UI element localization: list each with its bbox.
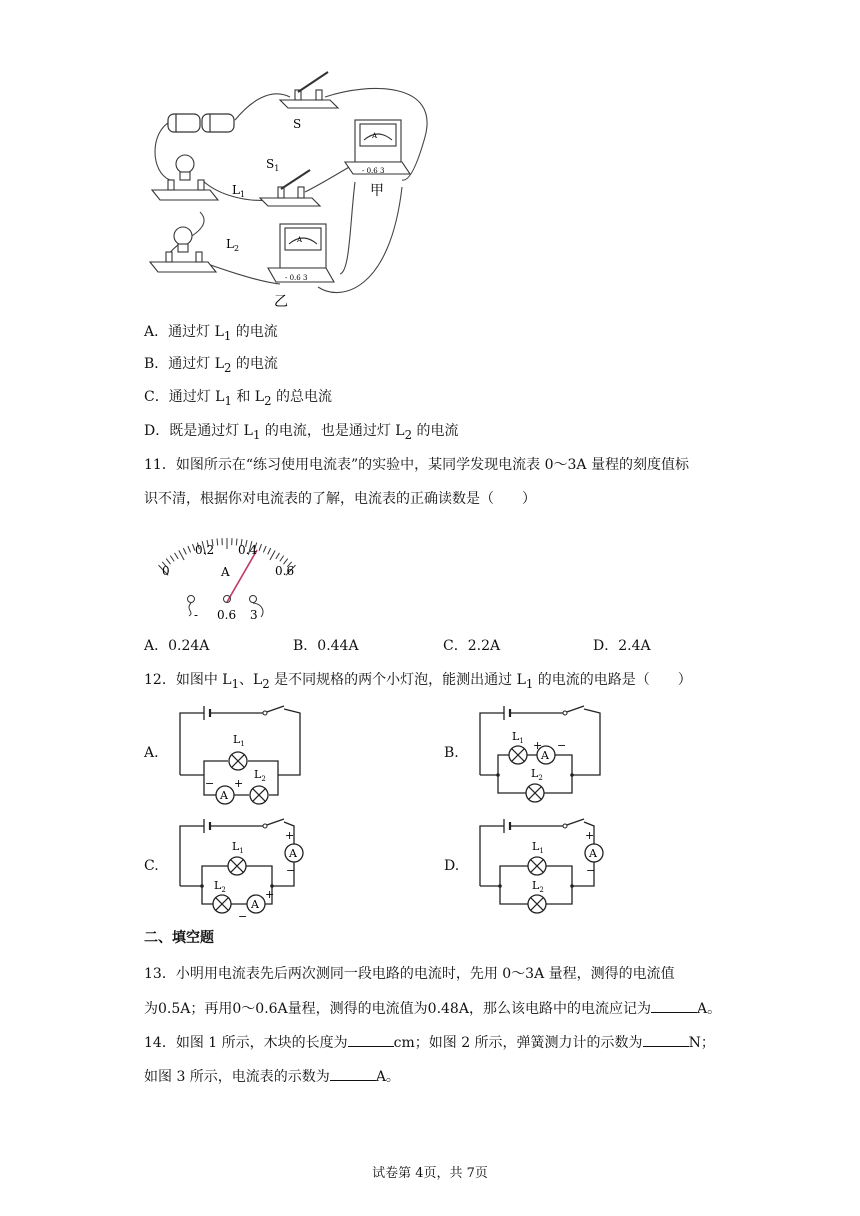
svg-text:−: − bbox=[586, 864, 596, 877]
q12-label-b: B. bbox=[444, 745, 459, 761]
svg-text:+: + bbox=[234, 777, 244, 790]
svg-text:- 0.6 3: - 0.6 3 bbox=[285, 274, 308, 282]
label-s: S bbox=[293, 117, 302, 131]
ammeter-needle bbox=[227, 550, 257, 602]
svg-text:L2: $L_2$ bbox=[532, 879, 544, 894]
q11-option-b: B．0.44A bbox=[293, 638, 359, 654]
svg-text:A: A bbox=[251, 898, 259, 911]
answer-blank[interactable] bbox=[643, 1032, 689, 1047]
lamp-l1-icon bbox=[228, 857, 246, 875]
svg-text:3: 3 bbox=[250, 608, 258, 622]
q12-label-d: D. bbox=[444, 858, 460, 874]
circuit-figure-q10 bbox=[140, 62, 440, 312]
scale-tick bbox=[188, 546, 191, 552]
circuit-b bbox=[476, 703, 606, 805]
svg-text:S1: $S_1$ bbox=[266, 157, 280, 173]
circuit-c bbox=[176, 816, 316, 921]
lamp-l2-icon bbox=[526, 784, 544, 802]
q13-line2: 为0.5A；再用0～0.6A量程，测得的电流值为0.48A，那么该电路中的电流应记为 A。 bbox=[144, 998, 721, 1019]
svg-text:甲: 甲 bbox=[370, 183, 384, 199]
ammeter-icon bbox=[285, 844, 303, 862]
q10-option-c: C．通过灯 $L_1$ 和 $L_2$ 的总电流 bbox=[144, 389, 332, 408]
scale-tick bbox=[276, 553, 280, 559]
svg-text:A: A bbox=[372, 132, 378, 140]
svg-text:A: A bbox=[541, 749, 549, 762]
svg-text:−: − bbox=[205, 777, 215, 790]
circuit-a bbox=[176, 703, 306, 805]
lamp-l1-icon bbox=[528, 857, 546, 875]
scale-tick bbox=[270, 550, 275, 560]
lamp-l1-icon bbox=[509, 746, 527, 764]
svg-text:L1: $L_1$ bbox=[233, 733, 245, 748]
q12-stem: 12．如图中 $L_1$、$L_2$ 是不同规格的两个小灯泡，能测出通过 $L_1$ 的电流的电路是（ ） bbox=[144, 672, 692, 691]
svg-text:-: - bbox=[194, 608, 199, 622]
lamp-l2-icon bbox=[213, 895, 231, 913]
scale-tick bbox=[217, 539, 218, 546]
svg-text:+: + bbox=[585, 829, 595, 842]
ammeter-scale-figure bbox=[145, 520, 315, 625]
svg-text:−: − bbox=[557, 739, 567, 752]
page-footer: 试卷第 4页，共 7页 bbox=[372, 1166, 488, 1181]
answer-blank[interactable] bbox=[330, 1066, 376, 1081]
ammeter-icon bbox=[216, 786, 234, 804]
scale-label-0: 0 bbox=[162, 564, 170, 578]
q12-label-a: A. bbox=[144, 745, 159, 761]
circuit-d bbox=[476, 816, 616, 916]
svg-text:A: A bbox=[289, 847, 297, 860]
scale-tick bbox=[179, 550, 184, 560]
svg-text:L2: $L_2$ bbox=[254, 768, 266, 783]
q11-option-d: D．2.4A bbox=[593, 638, 651, 654]
scale-tick bbox=[183, 548, 186, 554]
q11-stem-line1: 11．如图所示在“练习使用电流表”的实验中，某同学发现电流表 0～3A 量程的刻度值标 bbox=[144, 457, 689, 473]
svg-text:0.6: 0.6 bbox=[217, 608, 237, 622]
scale-tick bbox=[280, 556, 284, 562]
svg-text:+: + bbox=[265, 888, 275, 901]
scale-tick bbox=[175, 553, 179, 559]
svg-text:L1: $L_1$ bbox=[232, 183, 246, 199]
answer-blank[interactable] bbox=[651, 998, 697, 1013]
scale-tick bbox=[263, 546, 266, 552]
scale-label-06: 0.6 bbox=[275, 564, 295, 578]
scale-unit: A bbox=[221, 565, 230, 579]
lamp-l2-icon bbox=[250, 786, 268, 804]
q13-line1: 13．小明用电流表先后两次测同一段电路的电流时，先用 0～3A 量程，测得的电流值 bbox=[144, 966, 675, 982]
scale-tick bbox=[170, 556, 174, 562]
svg-text:+: + bbox=[533, 739, 543, 752]
lamp-l1-icon bbox=[229, 752, 247, 770]
q14-line2: 如图 3 所示，电流表的示数为 A。 bbox=[144, 1066, 400, 1087]
svg-text:乙: 乙 bbox=[274, 294, 288, 310]
q11-option-c: C．2.2A bbox=[443, 638, 501, 654]
scale-label-02: 0.2 bbox=[195, 543, 215, 557]
svg-text:L1: $L_1$ bbox=[512, 730, 524, 745]
svg-text:L2: $L_2$ bbox=[226, 237, 240, 253]
svg-text:+: + bbox=[285, 829, 295, 842]
q10-option-d: D．既是通过灯 $L_1$ 的电流，也是通过灯 $L_2$ 的电流 bbox=[144, 423, 459, 442]
q12-label-c: C. bbox=[144, 858, 159, 874]
scale-tick bbox=[268, 548, 271, 554]
svg-text:−: − bbox=[238, 910, 248, 921]
svg-text:L1: $L_1$ bbox=[532, 840, 544, 855]
scale-tick bbox=[259, 544, 261, 551]
q10-option-b: B．通过灯 $L_2$ 的电流 bbox=[144, 356, 278, 375]
section-title-fill-in: 二、填空题 bbox=[144, 930, 214, 946]
scale-tick bbox=[236, 539, 237, 546]
svg-text:- 0.6 3: - 0.6 3 bbox=[362, 167, 385, 175]
svg-text:A: A bbox=[589, 847, 597, 860]
svg-text:A: A bbox=[297, 236, 303, 244]
svg-text:L2: $L_2$ bbox=[531, 767, 543, 782]
scale-label-04: 0.4 bbox=[238, 543, 258, 557]
answer-blank[interactable] bbox=[348, 1032, 394, 1047]
ammeter-icon bbox=[247, 895, 265, 913]
svg-text:L2: $L_2$ bbox=[214, 879, 226, 894]
q11-option-a: A．0.24A bbox=[144, 638, 210, 654]
q11-stem-line2: 识不清，根据你对电流表的了解，电流表的正确读数是（ ） bbox=[144, 491, 536, 507]
svg-text:A: A bbox=[220, 789, 228, 802]
lamp-l2-icon bbox=[528, 895, 546, 913]
q10-option-a: A．通过灯 $L_1$ 的电流 bbox=[144, 324, 278, 343]
svg-text:−: − bbox=[286, 864, 296, 877]
svg-text:L1: $L_1$ bbox=[232, 840, 244, 855]
ammeter-icon bbox=[585, 844, 603, 862]
q14-line1: 14．如图 1 所示，木块的长度为 cm；如图 2 所示，弹簧测力计的示数为 N； bbox=[144, 1032, 715, 1053]
